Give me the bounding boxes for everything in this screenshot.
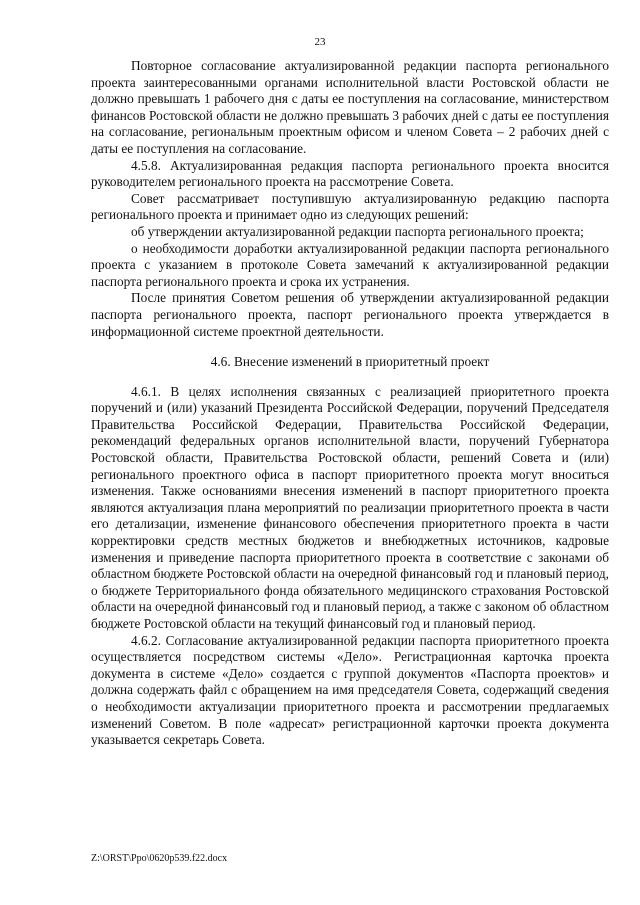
paragraph-repeat-approval: Повторное согласование актуализированной редакции паспорта регионального проекта заинтересованными органами исполнительной власти Ростовской области не должно превышать 1 рабочего дня с даты ее поступления на согласование, министерством финансов Ростовской области не должно превышать 3 рабочих дней с даты ее поступления на согласование, региональным проектным офисом и членом Совета – 2 рабочих дней с даты ее поступления на согласование.: [91, 58, 609, 156]
file-path-footer: Z:\ORST\Ppo\0620p539.f22.docx: [91, 853, 228, 864]
section-heading: 4.6. Внесение изменений в приоритетный проект: [210, 354, 490, 370]
paragraph-4-5-8: 4.5.8. Актуализированная редакция паспорта регионального проекта вносится руководителем регионального проекта на рассмотрение Совета.: [91, 157, 609, 190]
paragraph-4-6-1: 4.6.1. В целях исполнения связанных с реализацией приоритетного проекта поручений и (или) указаний Президента Российской Федерации, поручений Председателя Правительства Российской Федерации, Правительства Российской Федерации, рекомендаций федеральных органов исполнительной власти, поручений Губернатора Ростовской области, Правительства Ростовской области, решений Совета и (или) регионального проектного офиса в паспорт приоритетного проекта могут вноситься изменения. Также основаниями внесения изменений в паспорт приоритетного проекта являются актуализация плана мероприятий по реализации приоритетного проекта в части его детализации, изменение финансового обеспечения приоритетного проекта в части корректировки средств местных бюджетов и внебюджетных источников, кадровые изменения и приведение паспорта приоритетного проекта в соответствие с законами об областном бюджете Ростовской области на очередной финансовый год и плановый период, о бюджете Территориального фонда обязательного медицинского страхования Ростовской области на очередной финансовый год и плановый период, а также с законом об областном бюджете Ростовской области на текущий финансовый год и плановый период.: [91, 383, 609, 631]
paragraph-council-review: Совет рассматривает поступившую актуализированную редакцию паспорта регионального проекта и принимает одно из следующих решений:: [91, 190, 609, 223]
paragraph-decision-approve: об утверждении актуализированной редакции паспорта регионального проекта;: [131, 223, 584, 239]
page-number: 23: [314, 36, 326, 48]
document-body: [91, 58, 609, 749]
paragraph-4-6-2: 4.6.2. Согласование актуализированной редакции паспорта приоритетного проекта осуществляется посредством системы «Дело». Регистрационная карточка проекта документа в системе «Дело» создается с группой документов «Паспорта проектов» и должна содержать файл с обращением на имя председателя Совета, содержащий сведения о необходимости актуализации приоритетного проекта и рассмотрении предлагаемых изменений Советом. В поле «адресат» регистрационной карточки проекта документа указывается секретарь Совета.: [91, 632, 609, 748]
paragraph-decision-rework: о необходимости доработки актуализированной редакции паспорта регионального проекта с указанием в протоколе Совета замечаний к актуализированной редакции паспорта регионального проекта и срока их устранения.: [91, 240, 609, 289]
paragraph-after-approval: После принятия Советом решения об утверждении актуализированной редакции паспорта регионального проекта, паспорт регионального проекта утверждается в информационной системе проектной деятельности.: [91, 290, 609, 339]
